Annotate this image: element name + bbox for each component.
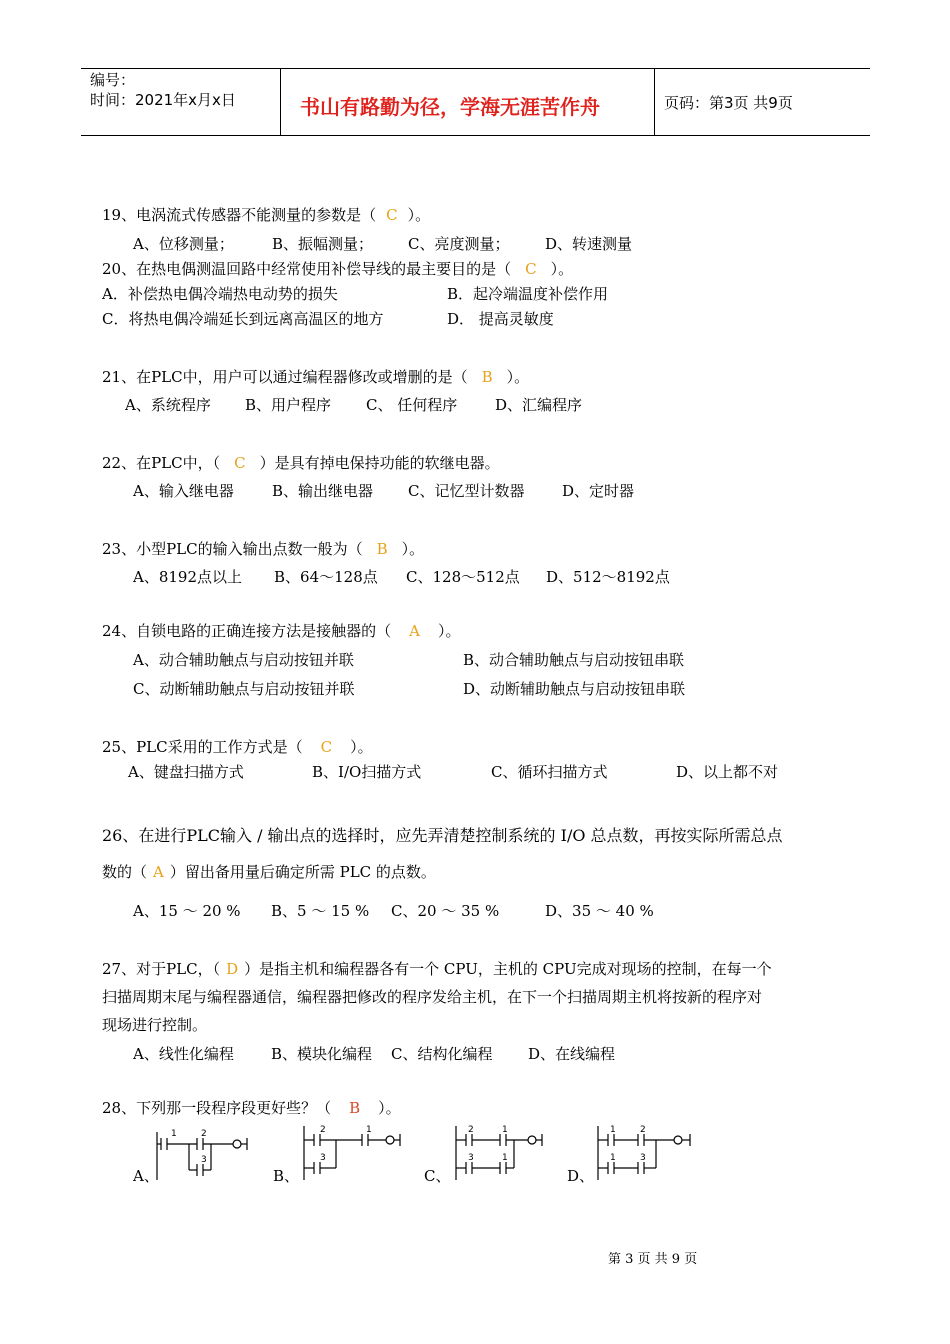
q24-option-b: B、动合辅助触点与启动按钮串联 [463,651,685,669]
q28-option-a: A、 [133,1167,159,1185]
q27-option-c: C、结构化编程 [391,1045,493,1063]
question-28: 28、下列那一段程序段更好些？（ B ）。 [102,1099,401,1117]
question-19: 19、电涡流式传感器不能测量的参数是（ C ）。 [102,206,431,224]
q20-option-b: B．起冷端温度补偿作用 [447,285,609,303]
q26-option-b: B、5 ～ 15 % [271,902,370,920]
contact-label: 1 [502,1153,508,1163]
q23-option-a: A、8192点以上 [133,568,243,586]
q21-option-a: A、系统程序 [125,396,211,414]
contact-label: 1 [610,1125,616,1135]
question-24: 24、自锁电路的正确连接方法是接触器的（ A ）。 [102,622,461,640]
q19-option-b: B、振幅测量； [272,235,374,253]
q20-option-a: A．补偿热电偶冷端热电动势的损失 [102,285,338,303]
contact-label: 2 [201,1129,207,1139]
q19-option-a: A、位移测量； [133,235,234,253]
question-22: 22、在PLC中，（ C ）是具有掉电保持功能的软继电器。 [102,454,500,472]
answer-23: B [376,540,388,558]
q28-option-c: C、 [424,1167,451,1185]
q23-option-b: B、64～128点 [274,568,378,586]
answer-24: A [409,622,420,640]
answer-27: D [226,960,239,978]
answer-26: A [153,863,164,881]
q22-option-b: B、输出继电器 [272,482,374,500]
question-27-line1: 27、对于PLC，（ D ）是指主机和编程器各有一个 CPU，主机的 CPU完成对现场的控制，在每一个 [102,960,772,978]
q21-option-c: C、 任何程序 [366,396,458,414]
page-footer: 第 3 页 共 9 页 [608,1252,698,1267]
question-27-line3: 现场进行控制。 [102,1016,208,1034]
q22-option-d: D、定时器 [562,482,635,500]
q24-option-c: C、动断辅助触点与启动按钮并联 [133,680,355,698]
contact-label: 3 [640,1153,646,1163]
contact-label: 3 [320,1153,326,1163]
ladder-diagram-b [300,1122,410,1186]
header-motto: 书山有路勤为径，学海无涯苦作舟 [300,95,600,119]
answer-25: C [320,738,333,756]
q25-option-a: A、键盘扫描方式 [128,763,244,781]
question-23: 23、小型PLC的输入输出点数一般为（ B ）。 [102,540,425,558]
contact-label: 2 [640,1125,646,1135]
question-27-line2: 扫描周期末尾与编程器通信，编程器把修改的程序发给主机，在下一个扫描周期主机将按新的程序对 [102,988,763,1006]
contact-label: 2 [320,1125,326,1135]
question-25: 25、PLC采用的工作方式是（ C ）。 [102,738,373,756]
q19-option-d: D、转速测量 [545,235,633,253]
q26-option-a: A、15 ～ 20 % [133,902,241,920]
q23-option-d: D、512～8192点 [546,568,670,586]
document-date: 时间：2021年x月x日 [90,91,236,109]
question-26-line2: 数的（ A ）留出备用量后确定所需 PLC 的点数。 [102,863,436,881]
contact-label: 3 [468,1153,474,1163]
q21-option-d: D、汇编程序 [495,396,583,414]
ladder-diagram-a [155,1126,255,1186]
contact-label: 1 [610,1153,616,1163]
q22-option-a: A、输入继电器 [133,482,234,500]
q24-option-d: D、动断辅助触点与启动按钮串联 [463,680,686,698]
answer-20: C [525,260,537,278]
contact-label: 1 [171,1129,177,1139]
q26-option-d: D、35 ～ 40 % [545,902,654,920]
q28-option-b: B、 [273,1167,300,1185]
contact-label: 3 [201,1155,207,1165]
answer-19: C [386,206,398,224]
document-number-label: 编号： [90,71,136,89]
contact-label: 1 [366,1125,372,1135]
q27-option-b: B、模块化编程 [271,1045,373,1063]
q23-option-c: C、128～512点 [406,568,520,586]
answer-28: B [349,1099,361,1117]
contact-label: 1 [502,1125,508,1135]
q24-option-a: A、动合辅助触点与启动按钮并联 [133,651,354,669]
q21-option-b: B、用户程序 [245,396,332,414]
answer-21: B [481,368,493,386]
question-21: 21、在PLC中，用户可以通过编程器修改或增删的是（ B ）。 [102,368,530,386]
ladder-diagram-c [452,1122,552,1186]
q26-option-c: C、20 ～ 35 % [391,902,500,920]
answer-22: C [234,454,246,472]
question-20: 20、在热电偶测温回路中经常使用补偿导线的最主要目的是（ C ）。 [102,260,574,278]
q28-option-d: D、 [567,1167,595,1185]
question-26-line1: 26、在进行PLC输入 / 输出点的选择时，应先弄清楚控制系统的 I/O 总点数，再按实际所需总点 [102,826,783,845]
q27-option-a: A、线性化编程 [133,1045,234,1063]
q20-option-c: C．将热电偶冷端延长到远离高温区的地方 [102,310,384,328]
q20-option-d: D． 提高灵敏度 [447,310,554,328]
q19-option-c: C、亮度测量； [408,235,510,253]
q25-option-c: C、循环扫描方式 [491,763,608,781]
contact-label: 2 [468,1125,474,1135]
q25-option-b: B、I/O扫描方式 [312,763,422,781]
header-page-info: 页码：第3页 共9页 [664,94,793,112]
q22-option-c: C、记忆型计数器 [408,482,525,500]
ladder-diagram-d [594,1122,699,1186]
q25-option-d: D、以上都不对 [676,763,779,781]
q27-option-d: D、在线编程 [528,1045,616,1063]
